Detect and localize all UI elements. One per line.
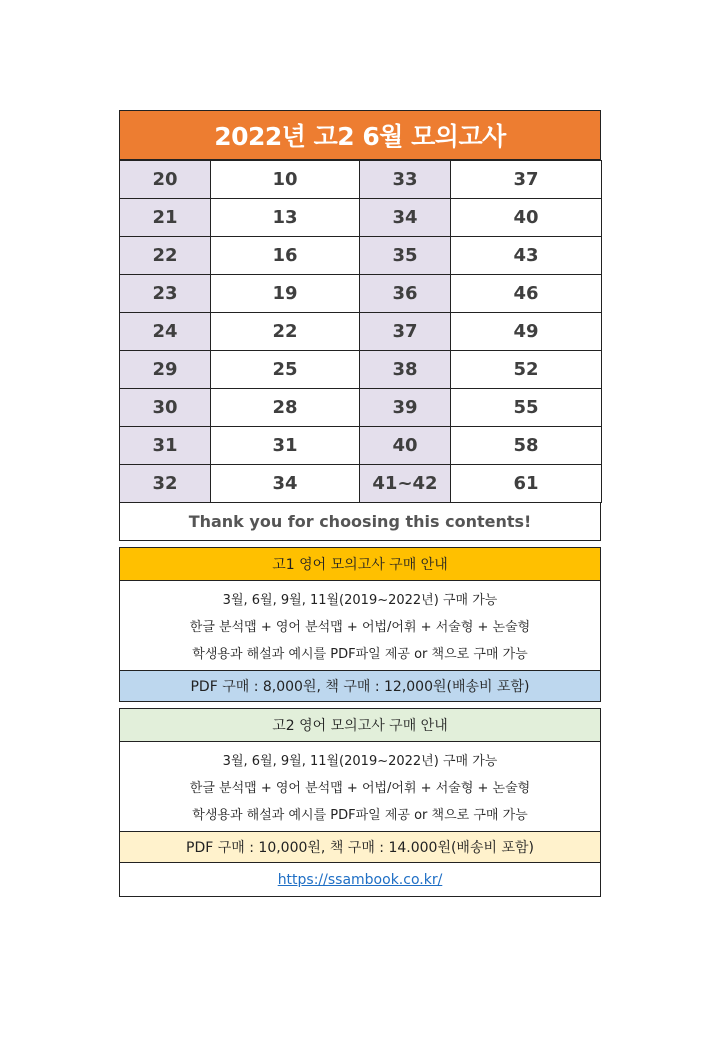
g2-detail-line: 학생용과 해설과 예시를 PDF파일 제공 or 책으로 구매 가능 [192, 808, 528, 823]
score-cell: 16 [211, 237, 360, 275]
score-cell: 37 [451, 161, 602, 199]
table-row [120, 427, 602, 465]
question-number-cell: 21 [120, 199, 211, 237]
table-row [120, 275, 602, 313]
table-row [120, 351, 602, 389]
question-number-cell: 37 [360, 313, 451, 351]
question-number-cell: 36 [360, 275, 451, 313]
score-cell: 52 [451, 351, 602, 389]
score-cell: 43 [451, 237, 602, 275]
document-content [119, 110, 601, 897]
question-number-cell: 33 [360, 161, 451, 199]
score-cell: 31 [211, 427, 360, 465]
score-cell: 49 [451, 313, 602, 351]
g1-detail-line: 3월, 6월, 9월, 11월(2019~2022년) 구매 가능 [222, 593, 498, 608]
question-number-cell: 32 [120, 465, 211, 503]
score-cell: 13 [211, 199, 360, 237]
score-cell: 25 [211, 351, 360, 389]
question-number-cell: 20 [120, 161, 211, 199]
g1-purchase-box [119, 547, 601, 702]
question-number-cell: 35 [360, 237, 451, 275]
answer-table [119, 160, 602, 503]
question-number-cell: 31 [120, 427, 211, 465]
score-cell: 40 [451, 199, 602, 237]
question-number-cell: 39 [360, 389, 451, 427]
g2-price: PDF 구매 : 10,000원, 책 구매 : 14.000원(배송비 포함) [120, 831, 600, 862]
table-row [120, 199, 602, 237]
g1-detail-line: 한글 분석맵 + 영어 분석맵 + 어법/어휘 + 서술형 + 논술형 [189, 620, 531, 635]
g2-detail-line: 한글 분석맵 + 영어 분석맵 + 어법/어휘 + 서술형 + 논술형 [189, 781, 531, 796]
question-number-cell: 30 [120, 389, 211, 427]
table-row [120, 313, 602, 351]
g2-purchase-box [119, 708, 601, 863]
question-number-cell: 40 [360, 427, 451, 465]
g1-purchase-details [120, 581, 600, 670]
score-cell: 61 [451, 465, 602, 503]
link-box [119, 863, 601, 897]
question-number-cell: 22 [120, 237, 211, 275]
question-number-cell: 24 [120, 313, 211, 351]
score-cell: 55 [451, 389, 602, 427]
score-cell: 22 [211, 313, 360, 351]
table-row [120, 465, 602, 503]
question-number-cell: 38 [360, 351, 451, 389]
question-number-cell: 41~42 [360, 465, 451, 503]
table-row [120, 389, 602, 427]
g1-detail-line: 학생용과 해설과 예시를 PDF파일 제공 or 책으로 구매 가능 [192, 647, 528, 662]
score-cell: 19 [211, 275, 360, 313]
g2-detail-line: 3월, 6월, 9월, 11월(2019~2022년) 구매 가능 [222, 754, 498, 769]
question-number-cell: 34 [360, 199, 451, 237]
table-row [120, 237, 602, 275]
g1-purchase-title: 고1 영어 모의고사 구매 안내 [120, 548, 600, 581]
g2-purchase-title: 고2 영어 모의고사 구매 안내 [120, 709, 600, 742]
page-title: 2022년 고2 6월 모의고사 [119, 110, 601, 160]
g1-price: PDF 구매 : 8,000원, 책 구매 : 12,000원(배송비 포함) [120, 670, 600, 701]
score-cell: 28 [211, 389, 360, 427]
score-cell: 34 [211, 465, 360, 503]
question-number-cell: 23 [120, 275, 211, 313]
table-row [120, 161, 602, 199]
score-cell: 58 [451, 427, 602, 465]
question-number-cell: 29 [120, 351, 211, 389]
thanks-message: Thank you for choosing this contents! [119, 503, 601, 541]
ssambook-link[interactable]: https://ssambook.co.kr/ [277, 871, 443, 888]
score-cell: 10 [211, 161, 360, 199]
score-cell: 46 [451, 275, 602, 313]
g2-purchase-details [120, 742, 600, 831]
